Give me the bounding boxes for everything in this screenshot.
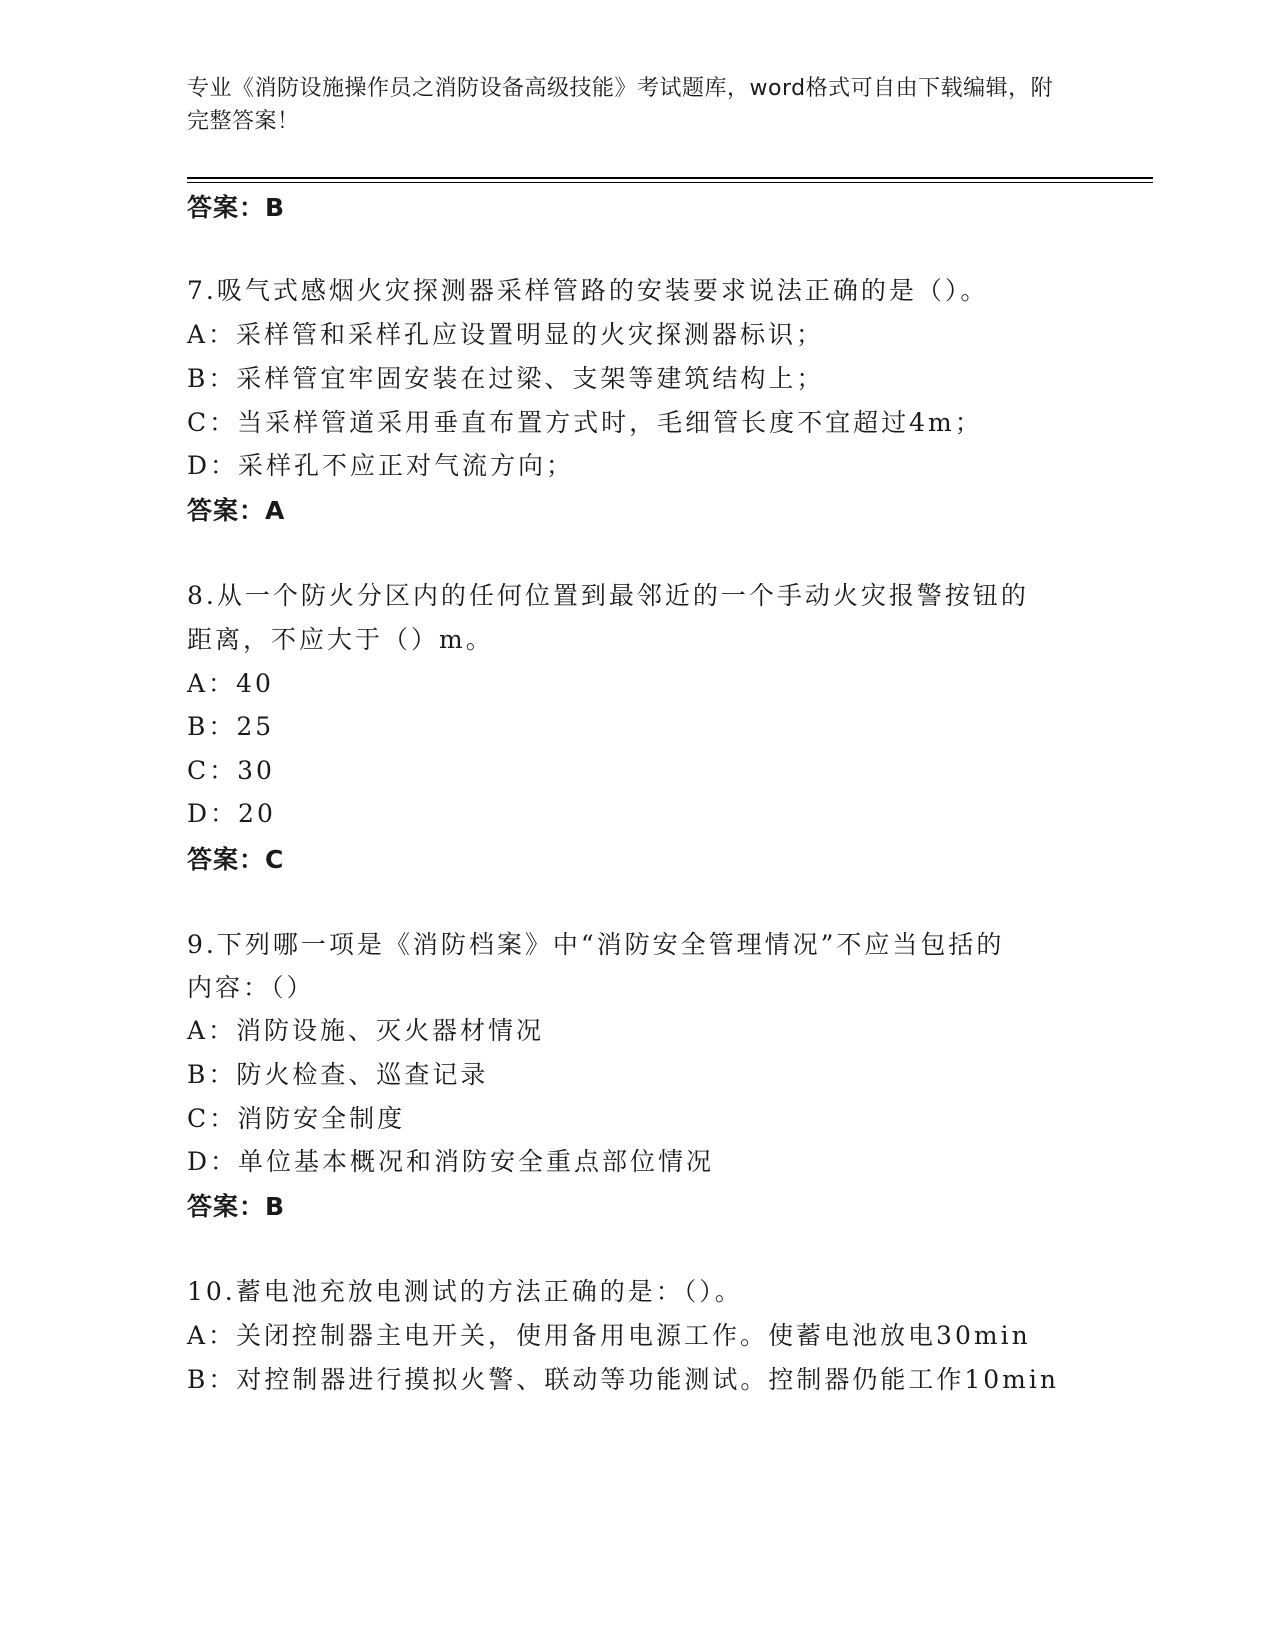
- question-8-stem: 8.从一个防火分区内的任何位置到最邻近的一个手动火灾报警按钮的: [187, 581, 1029, 610]
- question-9-answer: 答案：B: [187, 1192, 286, 1221]
- question-8-option-d: D：20: [187, 799, 276, 828]
- question-8-option-b: B：25: [187, 712, 275, 741]
- question-8-stem-continued: 距离，不应大于（）m。: [187, 625, 494, 654]
- answer-previous: 答案：B: [187, 193, 286, 222]
- question-10-option-a: A：关闭控制器主电开关，使用备用电源工作。使蓄电池放电30min: [187, 1321, 1031, 1350]
- question-8-option-c: C：30: [187, 756, 275, 785]
- question-7-option-b: B：采样管宜牢固安装在过梁、支架等建筑结构上；: [187, 364, 825, 393]
- question-7-option-c: C：当采样管道采用垂直布置方式时，毛细管长度不宜超过4m；: [187, 408, 983, 437]
- question-8-answer: 答案：C: [187, 845, 285, 874]
- question-9-option-b: B：防火检查、巡查记录: [187, 1060, 489, 1089]
- header-divider-thick: [187, 177, 1153, 179]
- question-9-stem-continued: 内容：（）: [187, 973, 315, 1002]
- question-9-option-a: A：消防设施、灭火器材情况: [187, 1016, 545, 1045]
- document-header: 专业《消防设施操作员之消防设备高级技能》考试题库，word格式可自由下载编辑，附完整答案！: [187, 76, 1054, 134]
- question-9-option-d: D：单位基本概况和消防安全重点部位情况: [187, 1147, 715, 1176]
- question-7-option-a: A：采样管和采样孔应设置明显的火灾探测器标识；: [187, 320, 825, 349]
- header-divider-thin: [187, 182, 1153, 183]
- question-9-option-c: C：消防安全制度: [187, 1104, 406, 1133]
- question-10-option-b: B：对控制器进行摸拟火警、联动等功能测试。控制器仍能工作10min: [187, 1365, 1059, 1394]
- question-10-stem: 10.蓄电池充放电测试的方法正确的是：（）。: [187, 1277, 743, 1306]
- question-7-option-d: D：采样孔不应正对气流方向；: [187, 451, 575, 480]
- question-8-option-a: A：40: [187, 669, 274, 698]
- question-9-stem: 9.下列哪一项是《消防档案》中“消防安全管理情况”不应当包括的: [187, 930, 1005, 959]
- question-7-stem: 7.吸气式感烟火灾探测器采样管路的安装要求说法正确的是（）。: [187, 276, 989, 305]
- question-7-answer: 答案：A: [187, 496, 286, 525]
